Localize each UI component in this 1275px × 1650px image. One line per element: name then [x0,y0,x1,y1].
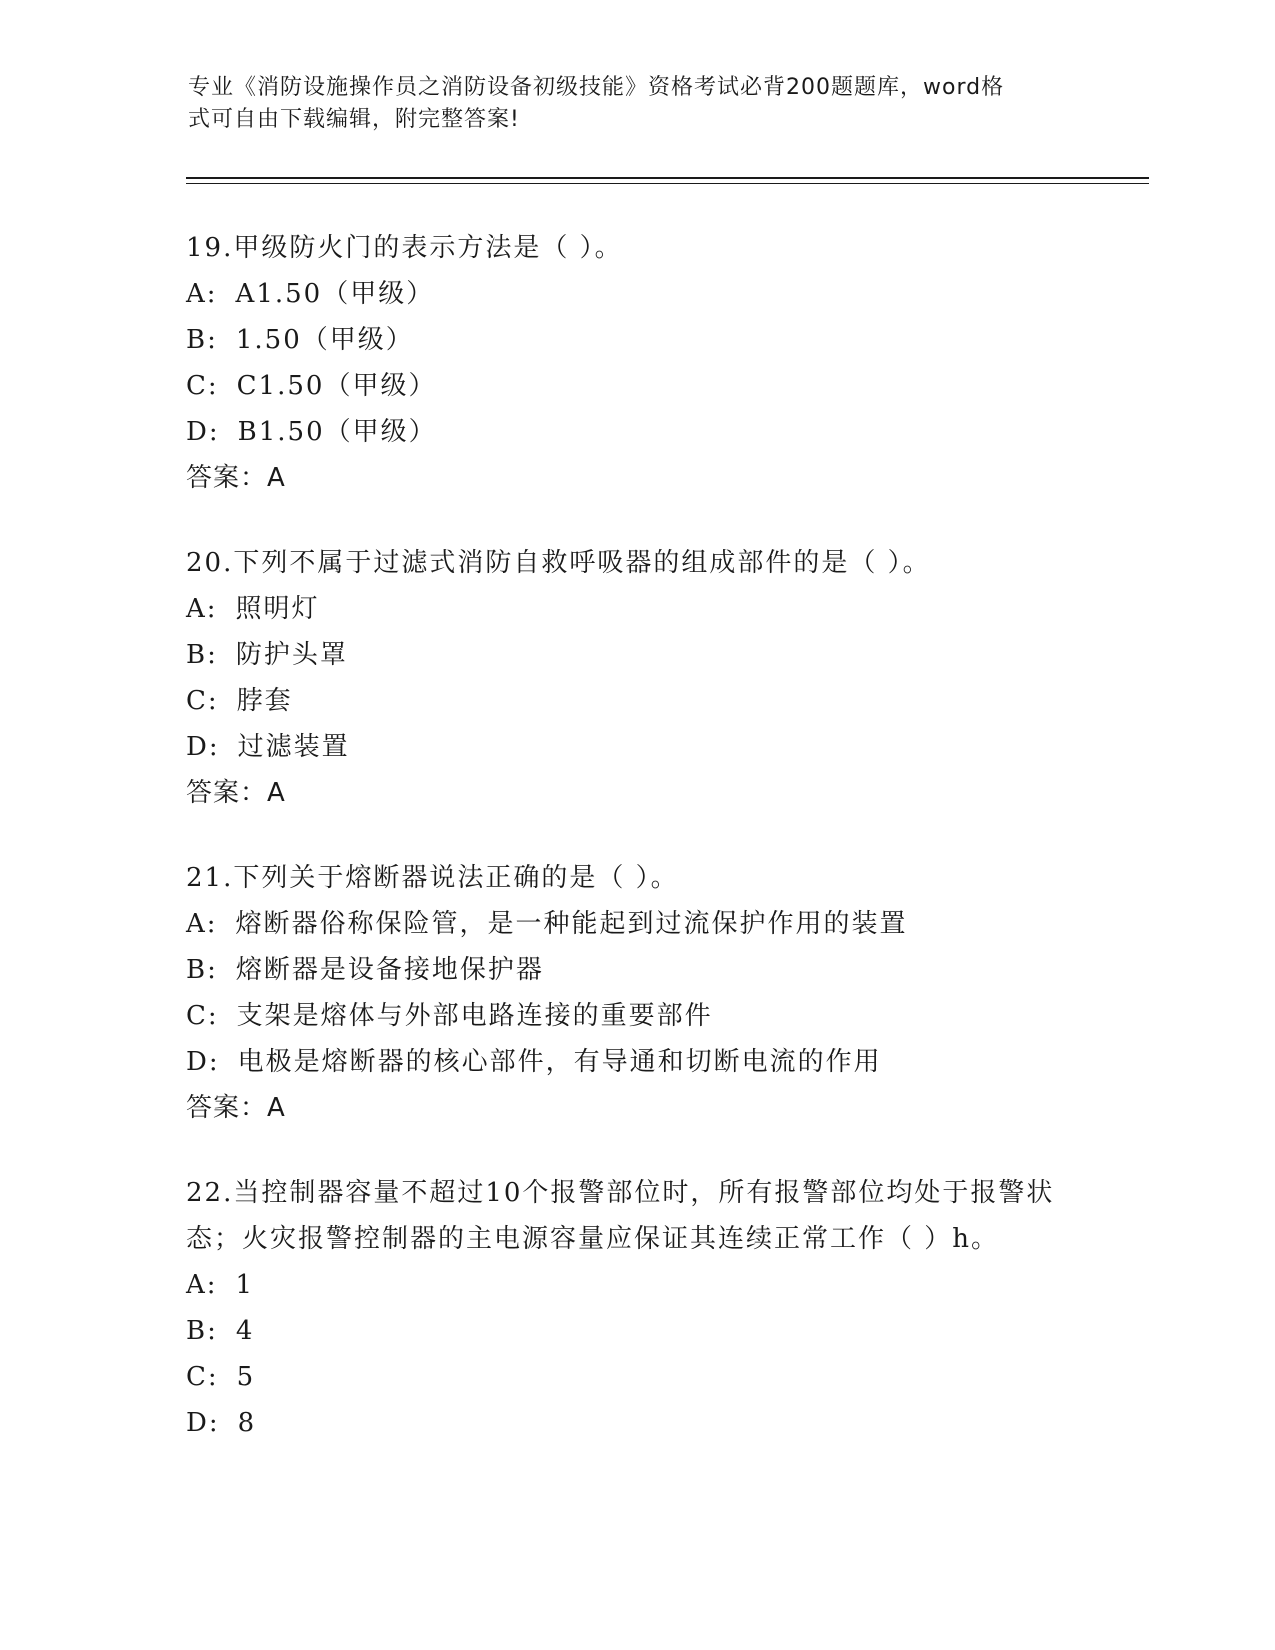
question-20 [186,540,1086,816]
option-c [186,363,1086,409]
option-key: A: [186,594,218,624]
option-b [186,317,1086,363]
option-key: B: [186,955,218,985]
option-d [186,409,1086,455]
option-text: 防护头罩 [235,640,348,670]
document-header [188,72,1068,136]
option-d [186,724,1086,770]
option-key: A: [186,1270,218,1300]
option-key: A: [186,279,218,309]
option-key: B: [186,325,218,355]
option-key: D: [186,1047,220,1077]
option-text: 熔断器是设备接地保护器 [235,955,544,985]
option-text: A1.50（甲级） [235,279,435,309]
answer-line: 答案：A [186,463,286,493]
option-key: A: [186,909,218,939]
header-divider-thin [186,183,1149,184]
option-key: D: [186,1408,220,1438]
question-19 [186,225,1086,501]
option-b [186,632,1086,678]
option-text: 过滤装置 [237,732,350,762]
question-21 [186,855,1086,1131]
option-c [186,993,1086,1039]
option-d [186,1400,1086,1446]
option-text: 1 [235,1270,255,1300]
option-text: 5 [236,1362,256,1392]
question-stem: 20.下列不属于过滤式消防自救呼吸器的组成部件的是（ ）。 [186,548,931,578]
question-stem: 22.当控制器容量不超过10个报警部位时，所有报警部位均处于报警状态；火灾报警控制器的主电源容量应保证其连续正常工作（ ）h。 [186,1178,1055,1254]
option-key: D: [186,732,220,762]
header-divider-thick [186,177,1149,179]
answer-line: 答案：A [186,1093,286,1123]
option-text: 1.50（甲级） [235,325,414,355]
option-a [186,586,1086,632]
option-key: C: [186,686,219,716]
option-key: B: [186,1316,218,1346]
header-line-1: 专业《消防设施操作员之消防设备初级技能》资格考试必背200题题库，word格 [188,75,1005,100]
option-text: 8 [237,1408,257,1438]
option-text: 支架是熔体与外部电路连接的重要部件 [236,1001,713,1031]
question-22 [186,1170,1086,1446]
option-key: D: [186,417,220,447]
option-d [186,1039,1086,1085]
option-key: C: [186,1362,219,1392]
option-a [186,1262,1086,1308]
option-key: B: [186,640,218,670]
option-text: 4 [235,1316,255,1346]
option-key: C: [186,1001,219,1031]
option-c [186,1354,1086,1400]
option-b [186,1308,1086,1354]
option-text: 脖套 [236,686,293,716]
option-text: 电极是熔断器的核心部件，有导通和切断电流的作用 [237,1047,882,1077]
option-key: C: [186,371,219,401]
option-a [186,271,1086,317]
header-line-2: 式可自由下载编辑，附完整答案! [188,107,520,132]
option-a [186,901,1086,947]
question-stem: 21.下列关于熔断器说法正确的是（ ）。 [186,863,679,893]
question-stem: 19.甲级防火门的表示方法是（ ）。 [186,233,623,263]
option-b [186,947,1086,993]
option-text: 照明灯 [235,594,320,624]
option-text: B1.50（甲级） [237,417,437,447]
option-text: 熔断器俗称保险管，是一种能起到过流保护作用的装置 [235,909,908,939]
option-text: C1.50（甲级） [236,371,437,401]
answer-line: 答案：A [186,778,286,808]
option-c [186,678,1086,724]
